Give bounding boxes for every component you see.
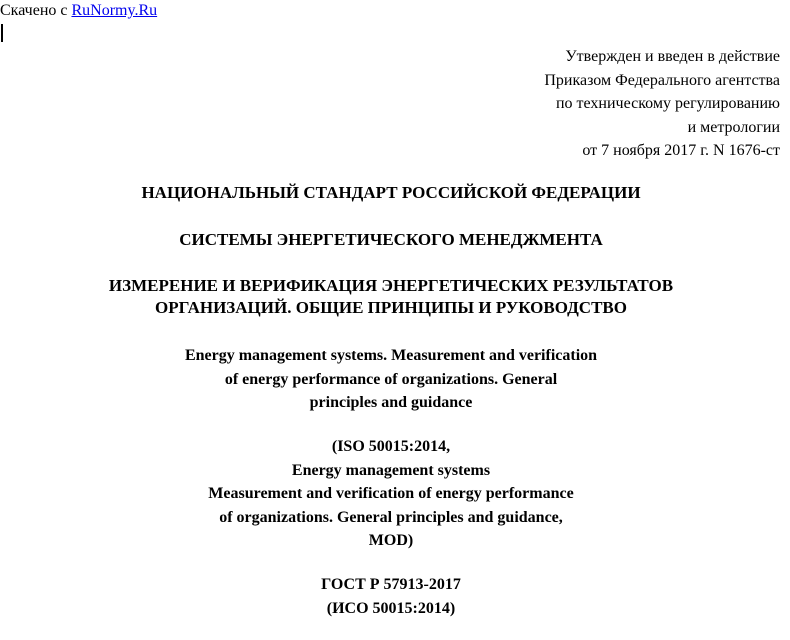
gost-number: ГОСТ Р 57913-2017 [321, 576, 461, 593]
measurement-title-line: ИЗМЕРЕНИЕ И ВЕРИФИКАЦИЯ ЭНЕРГЕТИЧЕСКИХ РЕЗУЛЬТАТОВ [108, 276, 674, 295]
source-line [0, 1, 157, 21]
iso-reference-line: MOD) [368, 532, 414, 549]
approval-line: Приказом Федерального агентства [544, 71, 780, 89]
approval-line: от 7 ноября 2017 г. N 1676-ст [582, 142, 780, 159]
systems-title-text: СИСТЕМЫ ЭНЕРГЕТИЧЕСКОГО МЕНЕДЖМЕНТА [179, 230, 603, 249]
measurement-title-line: ОРГАНИЗАЦИЙ. ОБЩИЕ ПРИНЦИПЫ И РУКОВОДСТВО [155, 298, 627, 317]
iso-reference [0, 435, 782, 553]
text-cursor [1, 24, 3, 42]
approval-line: по техническому регулированию [555, 95, 780, 112]
approval-line: Утвержден и введен в действие [565, 48, 780, 65]
english-title-line: principles and guidance [309, 394, 473, 411]
source-link[interactable]: RuNormy.Ru [71, 2, 158, 19]
iso-reference-line: Measurement and verification of energy performance [208, 485, 574, 502]
iso-reference-line: Energy management systems [291, 461, 491, 479]
english-title [0, 344, 782, 415]
measurement-title [0, 275, 782, 319]
national-standard-title-text: НАЦИОНАЛЬНЫЙ СТАНДАРТ РОССИЙСКОЙ ФЕДЕРАЦИИ [141, 183, 641, 202]
iso-reference-line: (ISO 50015:2014, [331, 438, 451, 455]
systems-title [0, 229, 782, 251]
iso-number: (ИСО 50015:2014) [326, 599, 456, 617]
national-standard-title [0, 182, 782, 204]
standard-designation [0, 573, 782, 620]
iso-reference-line: of organizations. General principles and guidance, [219, 508, 563, 526]
approval-block [544, 45, 780, 163]
english-title-line: of energy performance of organizations. General [224, 370, 558, 388]
english-title-line: Energy management systems. Measurement and verification [184, 347, 598, 364]
approval-line: и метрологии [687, 118, 780, 136]
source-prefix: Скачено с [0, 2, 72, 19]
